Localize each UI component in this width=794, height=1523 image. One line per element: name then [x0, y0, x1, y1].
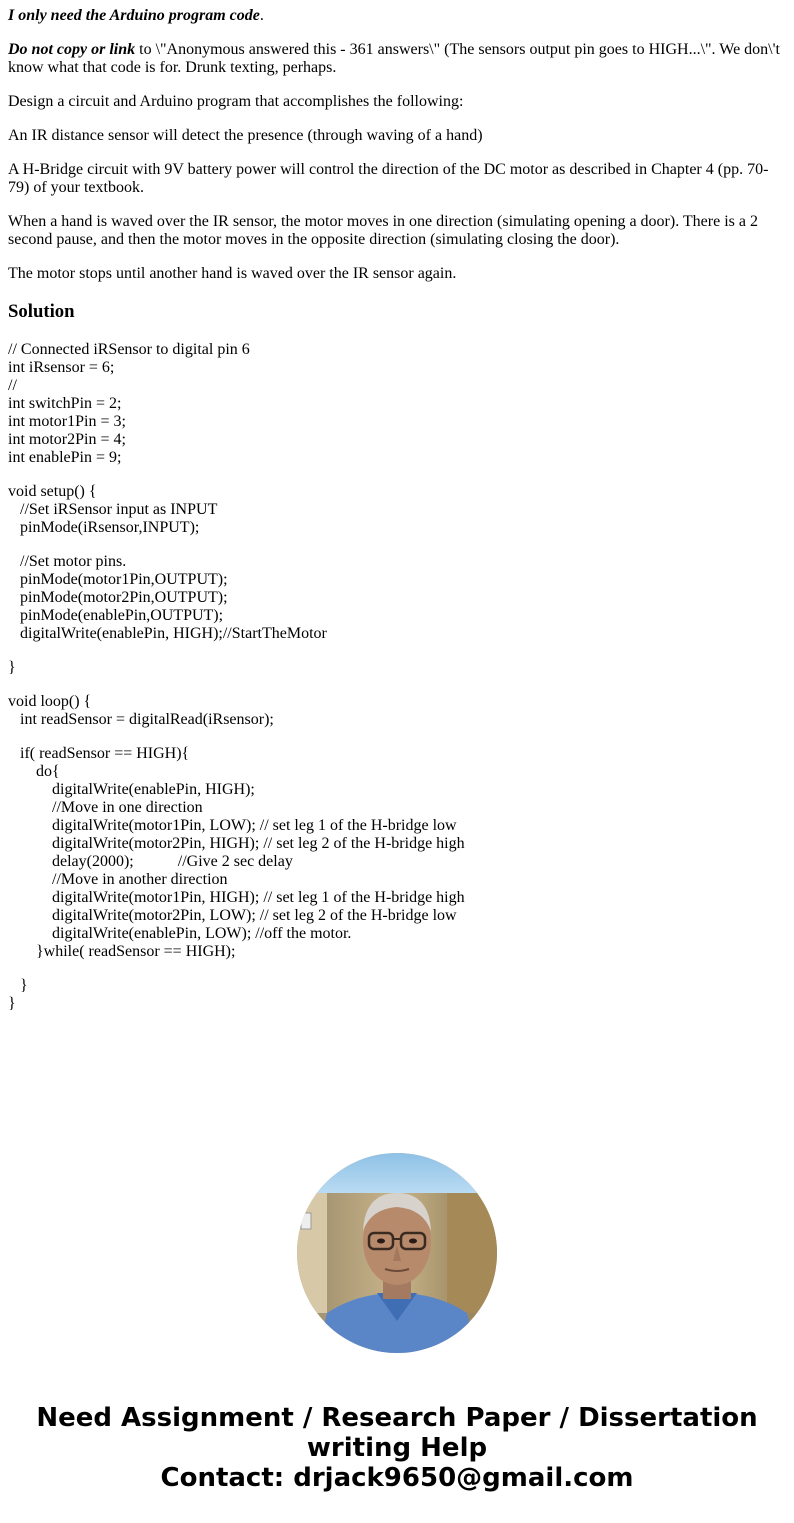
footer-contact: Contact: drjack9650@gmail.com: [160, 1463, 634, 1493]
code-line: if( readSensor == HIGH){: [8, 745, 190, 762]
code-line: pinMode(motor2Pin,OUTPUT);: [8, 589, 228, 606]
footer-line-1: Need Assignment / Research Paper / Dissertation: [36, 1403, 758, 1433]
question-paragraph-5: A H-Bridge circuit with 9V battery power will control the direction of the DC motor as described in Chapter 4 (pp. 70-79) of your textbook.: [8, 161, 769, 196]
code-line: digitalWrite(enablePin, LOW); //off the motor.: [8, 925, 352, 942]
code-block-loop-start: [8, 693, 784, 729]
code-line: //Set iRSensor input as INPUT: [8, 501, 218, 518]
footer-line-2: writing Help: [306, 1433, 488, 1463]
code-line: delay(2000); //Give 2 sec delay: [8, 853, 293, 870]
code-line: int switchPin = 2;: [8, 395, 122, 412]
code-line: int iRsensor = 6;: [8, 359, 115, 376]
code-line: int motor1Pin = 3;: [8, 413, 126, 430]
code-line: void loop() {: [8, 693, 92, 710]
code-line: int motor2Pin = 4;: [8, 431, 126, 448]
code-line: //: [8, 377, 17, 394]
code-line: //Move in one direction: [8, 799, 203, 816]
code-line: int enablePin = 9;: [8, 449, 122, 466]
question-paragraph-2: Do not copy or link to \"Anonymous answered this - 361 answers\" (The sensors output pin goes to HIGH...\". We don\'t know what that code is for. Drunk texting, perhaps.: [8, 41, 780, 76]
code-block-loop-body: [8, 745, 784, 961]
code-line: digitalWrite(enablePin, HIGH);: [8, 781, 255, 798]
code-block-motor-pins: [8, 553, 784, 643]
question-paragraph-4: An IR distance sensor will detect the presence (through waving of a hand): [8, 127, 483, 144]
code-line: }: [8, 995, 16, 1012]
code-line: digitalWrite(enablePin, HIGH);//StartTheMotor: [8, 625, 327, 642]
solution-heading: Solution: [8, 301, 75, 322]
code-line: pinMode(enablePin,OUTPUT);: [8, 607, 224, 624]
question-paragraph-6: When a hand is waved over the IR sensor, the motor moves in one direction (simulating opening a door). There is a 2 second pause, and then the motor moves in the opposite direction (simulating closing the door).: [8, 213, 758, 248]
question-paragraph-1: I only need the Arduino program code.: [8, 7, 264, 24]
code-line: do{: [8, 763, 60, 780]
code-line: int readSensor = digitalRead(iRsensor);: [8, 711, 274, 728]
code-line: digitalWrite(motor1Pin, LOW); // set leg 1 of the H-bridge low: [8, 817, 457, 834]
code-line: digitalWrite(motor2Pin, HIGH); // set leg 2 of the H-bridge high: [8, 835, 465, 852]
code-line: digitalWrite(motor1Pin, HIGH); // set leg 1 of the H-bridge high: [8, 889, 465, 906]
code-block-setup-end: [8, 659, 784, 677]
code-line: digitalWrite(motor2Pin, LOW); // set leg 2 of the H-bridge low: [8, 907, 457, 924]
code-solution: [8, 341, 784, 1013]
question-paragraph-3: Design a circuit and Arduino program that accomplishes the following:: [8, 93, 464, 110]
code-line: pinMode(motor1Pin,OUTPUT);: [8, 571, 228, 588]
code-line: //Set motor pins.: [8, 553, 127, 570]
code-line: }: [8, 977, 28, 994]
code-block-setup-start: [8, 483, 784, 537]
code-line: void setup() {: [8, 483, 97, 500]
code-line: // Connected iRSensor to digital pin 6: [8, 341, 250, 358]
emphasis-text: I only need the Arduino program code: [8, 7, 260, 24]
code-block-declarations: [8, 341, 784, 467]
code-line: pinMode(iRsensor,INPUT);: [8, 519, 200, 536]
avatar: [297, 1153, 497, 1353]
tutor-photo: [297, 1153, 497, 1353]
question-content: [8, 0, 784, 1013]
emphasis-text: Do not copy or link: [8, 41, 136, 58]
code-block-loop-end: [8, 977, 784, 1013]
code-line: }while( readSensor == HIGH);: [8, 943, 236, 960]
code-line: //Move in another direction: [8, 871, 228, 888]
code-line: }: [8, 659, 16, 676]
footer-advertisement: [0, 1403, 794, 1493]
question-paragraph-7: The motor stops until another hand is waved over the IR sensor again.: [8, 265, 457, 282]
